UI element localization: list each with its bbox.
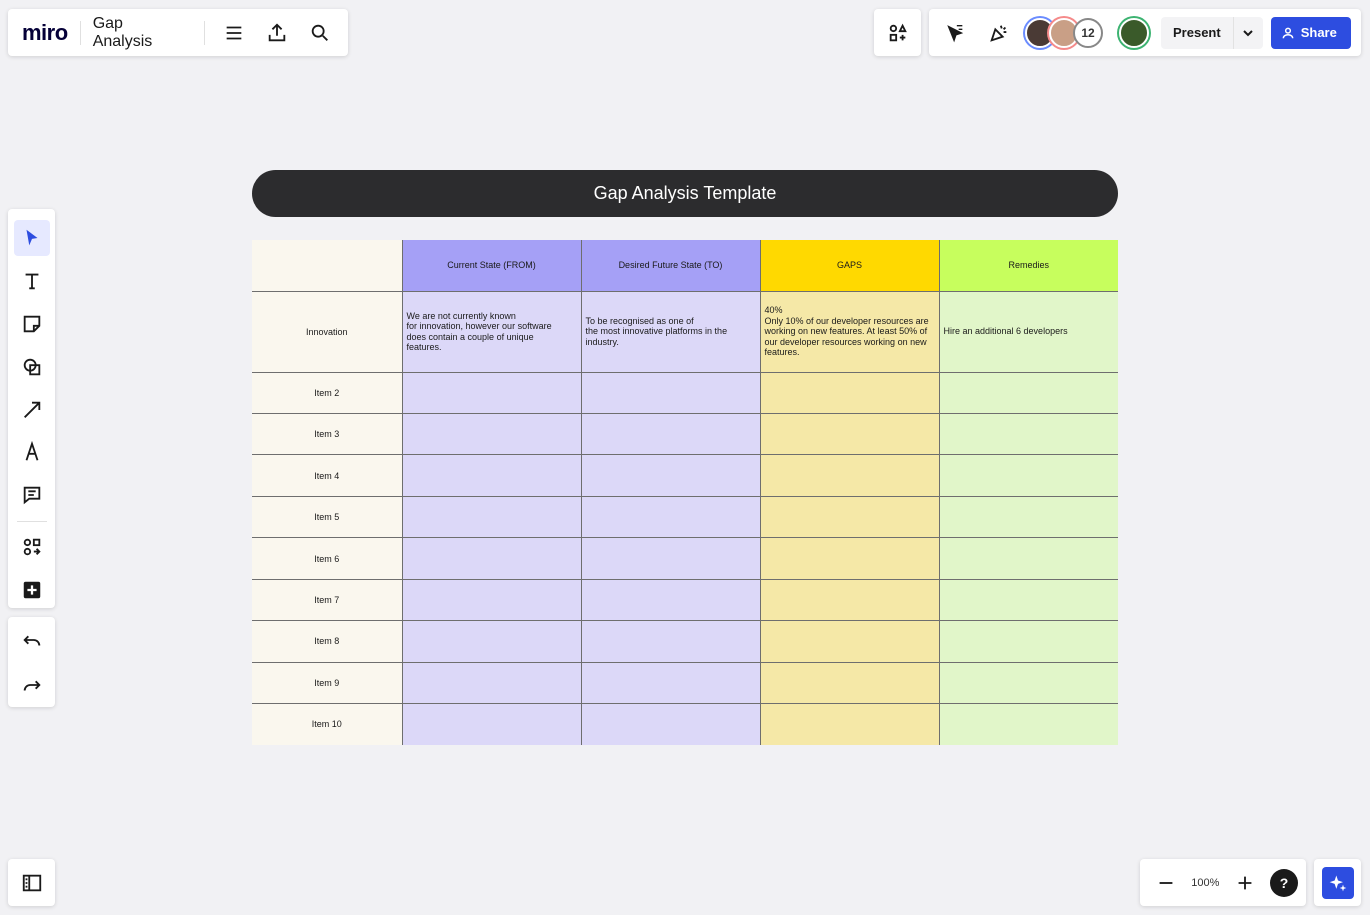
table-row [252, 291, 1118, 372]
divider [80, 21, 81, 45]
table-row [252, 455, 1118, 496]
select-icon[interactable] [14, 220, 50, 256]
pen-icon[interactable] [14, 434, 50, 470]
table-row [252, 372, 1118, 413]
table-row [252, 579, 1118, 620]
current-state-cell[interactable] [402, 291, 581, 372]
redo-icon[interactable] [14, 667, 50, 703]
more-collaborators-badge[interactable]: 12 [1073, 18, 1103, 48]
desired-state-cell[interactable] [581, 538, 760, 579]
current-state-cell[interactable] [402, 538, 581, 579]
user-avatar[interactable] [1119, 18, 1149, 48]
board-title[interactable]: Gap Analysis [92, 14, 153, 50]
comment-icon[interactable] [14, 477, 50, 513]
row-label[interactable] [252, 496, 402, 537]
search-icon[interactable] [302, 15, 338, 51]
apps-icon[interactable] [880, 15, 916, 51]
header-gaps[interactable]: GAPS [760, 240, 939, 291]
miro-logo[interactable]: miro [22, 19, 68, 45]
desired-state-cell[interactable] [581, 621, 760, 662]
add-icon[interactable] [14, 572, 50, 608]
row-label-text: Item 10 [311, 719, 342, 730]
gaps-cell[interactable] [760, 372, 939, 413]
ai-panel [1314, 859, 1361, 906]
current-state-cell[interactable] [402, 372, 581, 413]
row-label[interactable] [252, 372, 402, 413]
current-state-cell[interactable] [402, 455, 581, 496]
desired-state-cell[interactable] [581, 291, 760, 372]
desired-state-cell[interactable] [581, 703, 760, 745]
sticky-note-icon[interactable] [14, 306, 50, 342]
present-button[interactable] [1161, 17, 1263, 49]
desired-state-cell[interactable] [581, 579, 760, 620]
help-button[interactable]: ? [1270, 869, 1298, 897]
remedies-cell[interactable] [939, 455, 1118, 496]
connector-icon[interactable] [14, 392, 50, 428]
row-label[interactable] [252, 455, 402, 496]
row-label[interactable] [252, 414, 402, 455]
row-label-text: Item 6 [314, 553, 340, 564]
row-label-text: Innovation [305, 326, 348, 337]
history-panel [8, 617, 55, 707]
user-icon [1281, 26, 1295, 40]
gaps-cell[interactable] [760, 579, 939, 620]
board-header [8, 9, 348, 56]
gaps-cell[interactable] [760, 291, 939, 372]
row-label[interactable] [252, 621, 402, 662]
row-label-text: Item 9 [314, 677, 340, 688]
share-button[interactable] [1271, 17, 1351, 49]
table-row [252, 703, 1118, 745]
row-label[interactable] [252, 703, 402, 745]
menu-icon[interactable] [217, 15, 253, 51]
apps-panel [874, 9, 921, 56]
corner-cell[interactable] [252, 240, 402, 291]
tools-toolbar [8, 209, 55, 608]
desired-state-cell[interactable] [581, 372, 760, 413]
gaps-cell[interactable] [760, 662, 939, 703]
gaps-cell[interactable] [760, 538, 939, 579]
remedies-cell[interactable] [939, 662, 1118, 703]
gap-analysis-table[interactable] [252, 240, 1118, 745]
divider [17, 521, 47, 522]
row-label-text: Item 3 [314, 429, 340, 440]
table-row [252, 621, 1118, 662]
header-desired-state[interactable]: Desired Future State (TO) [581, 240, 760, 291]
table-row [252, 662, 1118, 703]
current-state-cell[interactable] [402, 703, 581, 745]
remedies-cell[interactable] [939, 621, 1118, 662]
row-label[interactable] [252, 662, 402, 703]
gaps-cell[interactable] [760, 496, 939, 537]
template-title: Gap Analysis Template [593, 183, 777, 203]
present-label: Present [1173, 25, 1221, 40]
remedies-cell[interactable] [939, 496, 1118, 537]
row-label-text: Item 8 [314, 636, 340, 647]
collaborator-avatars[interactable] [1025, 18, 1103, 48]
sidebar-icon[interactable] [14, 865, 50, 901]
gaps-cell[interactable] [760, 703, 939, 745]
desired-state-cell[interactable] [581, 414, 760, 455]
current-state-cell[interactable] [402, 662, 581, 703]
table-header-row [252, 240, 1118, 291]
table-row [252, 414, 1118, 455]
desired-state-cell[interactable] [581, 496, 760, 537]
zoom-in-icon[interactable] [1227, 865, 1263, 901]
header-current-state[interactable]: Current State (FROM) [402, 240, 581, 291]
remedies-cell[interactable] [939, 414, 1118, 455]
zoom-out-icon[interactable] [1148, 865, 1184, 901]
cursor-icon[interactable] [937, 15, 973, 51]
desired-state-cell-text: To be recognised as one of the most innovative platforms in the industry. [585, 315, 728, 347]
header-remedies[interactable]: Remedies [939, 240, 1118, 291]
remedies-cell-text: Hire an additional 6 developers [943, 326, 1068, 337]
reaction-icon[interactable] [981, 15, 1017, 51]
table-row [252, 496, 1118, 537]
current-state-cell[interactable] [402, 496, 581, 537]
divider [204, 21, 205, 45]
table-row [252, 538, 1118, 579]
row-label[interactable] [252, 579, 402, 620]
remedies-cell[interactable] [939, 372, 1118, 413]
export-icon[interactable] [259, 15, 295, 51]
gaps-cell[interactable] [760, 621, 939, 662]
ai-assist-icon[interactable] [1322, 867, 1354, 899]
current-state-cell[interactable] [402, 579, 581, 620]
current-state-cell[interactable] [402, 414, 581, 455]
row-label[interactable] [252, 538, 402, 579]
row-label-text: Item 5 [314, 512, 340, 523]
template-title-bar[interactable] [252, 170, 1118, 217]
row-label-text: Item 4 [314, 470, 340, 481]
sidebar-toggle[interactable] [8, 859, 55, 906]
share-label: Share [1300, 25, 1337, 40]
desired-state-cell[interactable] [581, 662, 760, 703]
gaps-cell[interactable] [760, 414, 939, 455]
chevron-down-icon[interactable] [1233, 17, 1263, 49]
text-icon[interactable] [14, 263, 50, 299]
row-label-text: Item 7 [314, 594, 340, 605]
undo-icon[interactable] [14, 622, 50, 658]
remedies-cell[interactable] [939, 579, 1118, 620]
current-state-cell-text: We are not currently known for innovation, however our software does contain a couple of unique features. [406, 310, 552, 353]
current-state-cell[interactable] [402, 621, 581, 662]
row-label-text: Item 2 [314, 387, 340, 398]
collaboration-panel [929, 9, 1361, 56]
row-label[interactable] [252, 291, 402, 372]
remedies-cell[interactable] [939, 703, 1118, 745]
zoom-controls [1140, 859, 1306, 906]
diagram-icon[interactable] [14, 529, 50, 565]
desired-state-cell[interactable] [581, 455, 760, 496]
remedies-cell[interactable] [939, 291, 1118, 372]
remedies-cell[interactable] [939, 538, 1118, 579]
gaps-cell-text: 40% Only 10% of our developer resources are working on new features. At least 50% of our developer resources working on new features. [764, 305, 929, 358]
zoom-level[interactable]: 100% [1191, 876, 1220, 889]
gaps-cell[interactable] [760, 455, 939, 496]
shapes-icon[interactable] [14, 349, 50, 385]
